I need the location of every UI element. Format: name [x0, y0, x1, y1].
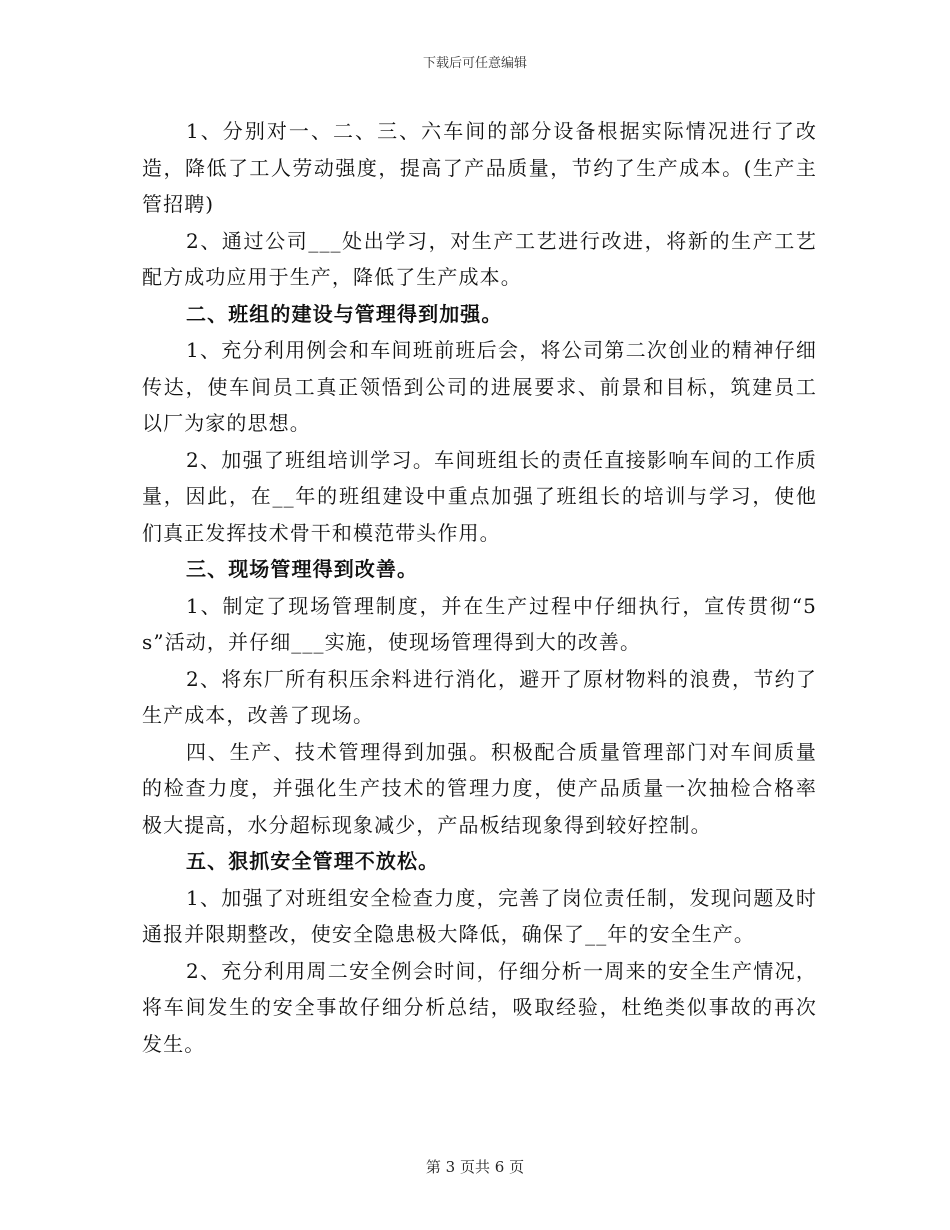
paragraph: 1、充分利用例会和车间班前班后会，将公司第二次创业的精神仔细传达，使车间员工真正领悟到公司的进展要求、前景和目标，筑建员工以厂为家的思想。 [142, 338, 817, 435]
paragraph: 2、通过公司___处出学习，对生产工艺进行改进，将新的生产工艺配方成功应用于生产，降低了生产成本。 [142, 228, 817, 289]
section-heading: 二、班组的建设与管理得到加强。 [186, 301, 503, 326]
paragraph: 1、分别对一、二、三、六车间的部分设备根据实际情况进行了改造，降低了工人劳动强度，提高了产品质量，节约了生产成本。(生产主管招聘) [142, 119, 817, 216]
page-footer: 第 3 页共 6 页 [425, 1158, 525, 1176]
section-heading: 五、狠抓安全管理不放松。 [186, 849, 440, 873]
paragraph: 2、充分利用周二安全例会时间，仔细分析一周来的安全生产情况，将车间发生的安全事故仔细分析总结，吸取经验，杜绝类似事故的再次发生。 [142, 958, 817, 1056]
paragraph: 1、加强了对班组安全检查力度，完善了岗位责任制，发现问题及时通报并限期整改，使安全隐患极大降低，确保了__年的安全生产。 [142, 885, 817, 946]
paragraph: 2、将东厂所有积压余料进行消化，避开了原材物料的浪费，节约了生产成本，改善了现场。 [142, 666, 817, 727]
paragraph: 四、生产、技术管理得到加强。积极配合质量管理部门对车间质量的检查力度，并强化生产技术的管理力度，使产品质量一次抽检合格率极大提高，水分超标现象减少，产品板结现象得到较好控制。 [142, 739, 817, 837]
page-header: 下载后可任意编辑 [422, 56, 527, 71]
paragraph: 2、加强了班组培训学习。车间班组长的责任直接影响车间的工作质量，因此，在__年的班组建设中重点加强了班组长的培训与学习，使他们真正发挥技术骨干和模范带头作用。 [142, 447, 817, 545]
paragraph: 1、制定了现场管理制度，并在生产过程中仔细执行，宣传贯彻“5s”活动，并仔细___实施，使现场管理得到大的改善。 [142, 593, 817, 654]
section-heading: 三、现场管理得到改善。 [186, 557, 419, 581]
document-body [142, 113, 817, 1062]
